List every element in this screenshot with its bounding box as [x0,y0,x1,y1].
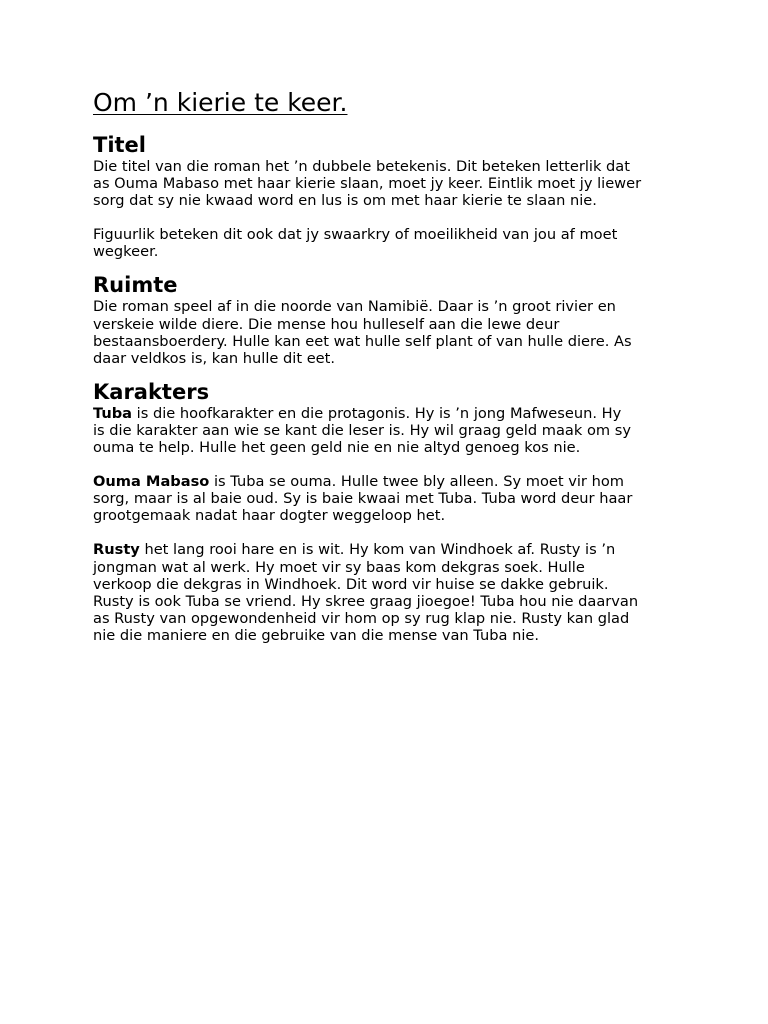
paragraph-titel-1 [93,158,683,209]
text-line: grootgemaak nadat haar dogter weggeloop het. [93,507,446,525]
document-page [93,86,683,644]
character-name-tuba: Tuba [93,404,133,422]
text-line: daar veldkos is, kan hulle dit eet. [93,349,336,367]
text-line: verkoop die dekgras in Windhoek. Dit word vir huise se dakke gebruik. [93,575,609,593]
text-line [93,541,683,558]
text-line: Die roman speel af in die noorde van Namibië. Daar is ’n groot rivier en [93,298,616,316]
text-line: Rusty is ook Tuba se vriend. Hy skree graag jioegoe! Tuba hou nie daarvan [93,592,639,610]
text-fragment: het lang rooi hare en is wit. Hy kom van Windhoek af. Rusty is ’n [139,541,616,559]
document-title: Om ’n kierie te keer. [93,88,348,117]
section-heading-karakters: Karakters [93,379,210,404]
text-line: Figuurlik beteken dit ook dat jy swaarkry of moeilikheid van jou af moet [93,226,618,244]
text-line: as Rusty van opgewondenheid vir hom op sy rug klap nie. Rusty kan glad [93,609,630,627]
paragraph-rusty [93,541,683,644]
text-line: bestaansboerdery. Hulle kan eet wat hulle self plant of van hulle diere. As [93,332,632,350]
section-heading-titel: Titel [93,133,147,157]
text-line: ouma te help. Hulle het geen geld nie en nie altyd genoeg kos nie. [93,439,581,457]
paragraph-ouma-mabaso [93,473,683,524]
text-line: as Ouma Mabaso met haar kierie slaan, moet jy keer. Eintlik moet jy liewer [93,175,642,193]
section-heading-ruimte: Ruimte [93,273,178,298]
section-karakters [93,379,683,644]
text-line: Die titel van die roman het ’n dubbele betekenis. Dit beteken letterlik dat [93,158,630,175]
text-line: wegkeer. [93,243,159,261]
character-name-rusty: Rusty [93,541,140,559]
section-ruimte [93,272,683,366]
text-line: sorg, maar is al baie oud. Sy is baie kwaai met Tuba. Tuba word deur haar [93,490,633,508]
paragraph-ruimte [93,298,683,366]
text-line: nie die maniere en die gebruike van die mense van Tuba nie. [93,626,540,644]
text-line: is die karakter aan wie se kant die leser is. Hy wil graag geld maak om sy [93,421,631,439]
text-fragment: is die hoofkarakter en die protagonis. Hy is ’n jong Mafweseun. Hy [132,404,622,422]
text-line [93,405,683,422]
paragraph-tuba [93,405,683,456]
paragraph-titel-2 [93,226,683,260]
section-titel [93,132,683,260]
character-name-ouma-mabaso: Ouma Mabaso [93,473,210,491]
text-fragment: is Tuba se ouma. Hulle twee bly alleen. Sy moet vir hom [209,473,624,491]
text-line: jongman wat al werk. Hy moet vir sy baas kom dekgras soek. Hulle [93,558,585,576]
text-line [93,473,683,490]
text-line: sorg dat sy nie kwaad word en lus is om met haar kierie te slaan nie. [93,192,597,210]
text-line: verskeie wilde diere. Die mense hou hulleself aan die lewe deur [93,315,560,333]
